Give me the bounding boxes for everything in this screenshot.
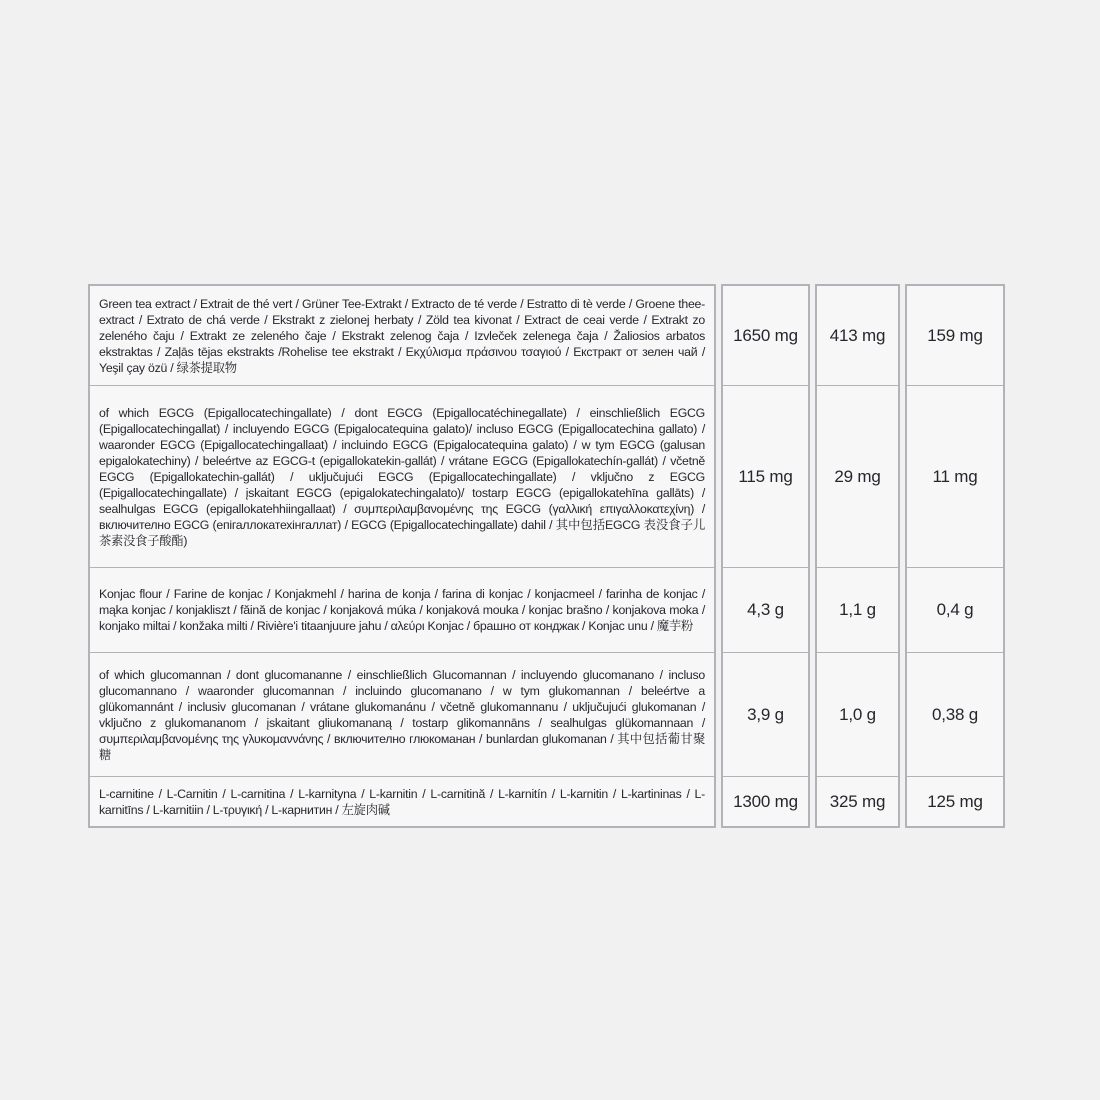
amount-cell — [817, 385, 898, 567]
ingredient-name-cell-glucomannan — [90, 652, 714, 776]
amount-value: 1,0 g — [839, 704, 876, 724]
amount-cell — [723, 385, 808, 567]
ingredient-name-cell-egcg — [90, 385, 714, 567]
amount-value: 413 mg — [829, 325, 886, 345]
ingredient-name-text: Green tea extract / Extrait de thé vert / Grüner Tee-Extrakt / Extracto de té verde / Estratto di tè verde / Groene thee-extract / Extrato de chá verde / Ekstrakt z zielonej herbaty / Zöld tea kivonat / Extract de ceai verde / Extrakt zo zeleného čaju / Extrakt ze zeleného čaje / Ekstrakt zelenog čaja / Izvleček zelenega čaja / Žaliosios arbatos ekstraktas / Zaļās tējas ekstrakts /Rohelise tee ekstrakt / Εκχύλισμα πράσινου τσαγιού / Екстракт от зелен чай / Yeşil çay özü / 绿茶提取物 — [99, 296, 705, 375]
amount-cell — [723, 652, 808, 776]
amount-cell — [907, 286, 1003, 385]
amount-cell — [907, 652, 1003, 776]
amount-value: 1300 mg — [733, 791, 798, 811]
ingredient-name-cell-konjac-flour — [90, 567, 714, 652]
amount-value: 4,3 g — [747, 600, 784, 619]
nutrition-table — [88, 284, 1005, 828]
amount-value: 0,38 g — [931, 704, 979, 724]
amount-value: 115 mg — [738, 466, 793, 486]
amount-value: 159 mg — [927, 325, 983, 345]
amount-value: 3,9 g — [747, 704, 784, 724]
amount-value: 0,4 g — [936, 600, 974, 619]
amount-column-1 — [721, 284, 810, 828]
amount-cell — [907, 567, 1003, 652]
ingredient-names-column — [88, 284, 716, 828]
amount-value: 325 mg — [829, 791, 886, 811]
ingredient-name-text: Konjac flour / Farine de konjac / Konjakmehl / harina de konja / farina di konjac / konjacmeel / farinha de konjac / mąka konjac / konjakliszt / făină de konjac / konjaková múka / konjaková mouka / konjac brašno / konjakova moka / konjako miltai / konžaka milti / Rivière'i titaanjuure jahu / αλεύρι Konjac / брашно от конджак / Konjac unu / 魔芋粉 — [99, 587, 705, 633]
amount-value: 125 mg — [927, 791, 983, 811]
amount-cell — [723, 567, 808, 652]
ingredient-name-cell-green-tea — [90, 286, 714, 385]
amount-value: 11 mg — [932, 466, 978, 486]
ingredient-name-text: of which EGCG (Epigallocatechingallate) / dont EGCG (Epigallocatéchinegallate) / einschließlich EGCG (Epigallocatechingallat) / incluyendo EGCG (Epigalocatequina galato)/ incluso EGCG (Epigallocatechina gallato) / waaronder EGCG (Epigallocatechingallaat) / incluindo EGCG (Epigalocatequina galato) / w tym EGCG (galusan epigalokatechiny) / beleértve az EGCG-t (epigallokatekin-gallát) / vrátane EGCG (Epigallokatechín-gallát) / včetně EGCG (Epigallokatechin-gallát) / uključujući EGCG (Epigallocatechingallate) / vključno z EGCG (Epigallocatechingallate) / įskaitant EGCG (epigalokatechingalato)/ tostarp EGCG (epigallokatehīna gallāts) / sealhulgas EGCG (epigallokatehhiingallaat) / συμπεριλαμβανομένης της EGCG (γαλλική επιγαλλοκατεχίνη) / включително EGCG (епігаллокатехінгаллат) / EGCG (Epigallocatechingallate) dahil / 其中包括EGCG 表没食子儿茶素没食子酸酯) — [99, 405, 705, 548]
amount-cell — [907, 776, 1003, 826]
amount-value: 1650 mg — [733, 325, 798, 345]
amount-value: 29 mg — [834, 466, 881, 486]
amount-cell — [817, 567, 898, 652]
ingredient-name-text: of which glucomannan / dont glucomananne / einschließlich Glucomannan / incluyendo glucomanano / incluso glucomannano / waaronder glucomannan / incluindo glucomanano / w tym glukomannan / beleértve a glükomannánt / inclusiv glucomanan / vrátane glukomanánu / včetně glukomannanu / uključujući glukomanan / vključno z glukomananom / įskaitant gliukomananą / tostarp glikomannāns / sealhulgas glükomannaan / συμπεριλαμβανομένης της γλυκομαννάνης / включително глюкоманан / bunlardan glukomanan / 其中包括葡甘聚糖 — [99, 667, 705, 762]
amount-cell — [817, 776, 898, 826]
amount-value: 1,1 g — [839, 600, 876, 619]
amount-cell — [817, 652, 898, 776]
amount-cell — [723, 286, 808, 385]
amount-cell — [907, 385, 1003, 567]
amount-column-2 — [815, 284, 900, 828]
amount-column-3 — [905, 284, 1005, 828]
amount-cell — [817, 286, 898, 385]
ingredient-name-cell-l-carnitine — [90, 776, 714, 826]
ingredient-name-text: L-carnitine / L-Carnitin / L-carnitina / L-karnityna / L-karnitin / L-carnitină / L-karnitín / L-karnitin / L-kartininas / L-karnitīns / L-karnitiin / L-τρυγική / L-карнитин / 左旋肉碱 — [99, 786, 705, 817]
amount-cell — [723, 776, 808, 826]
